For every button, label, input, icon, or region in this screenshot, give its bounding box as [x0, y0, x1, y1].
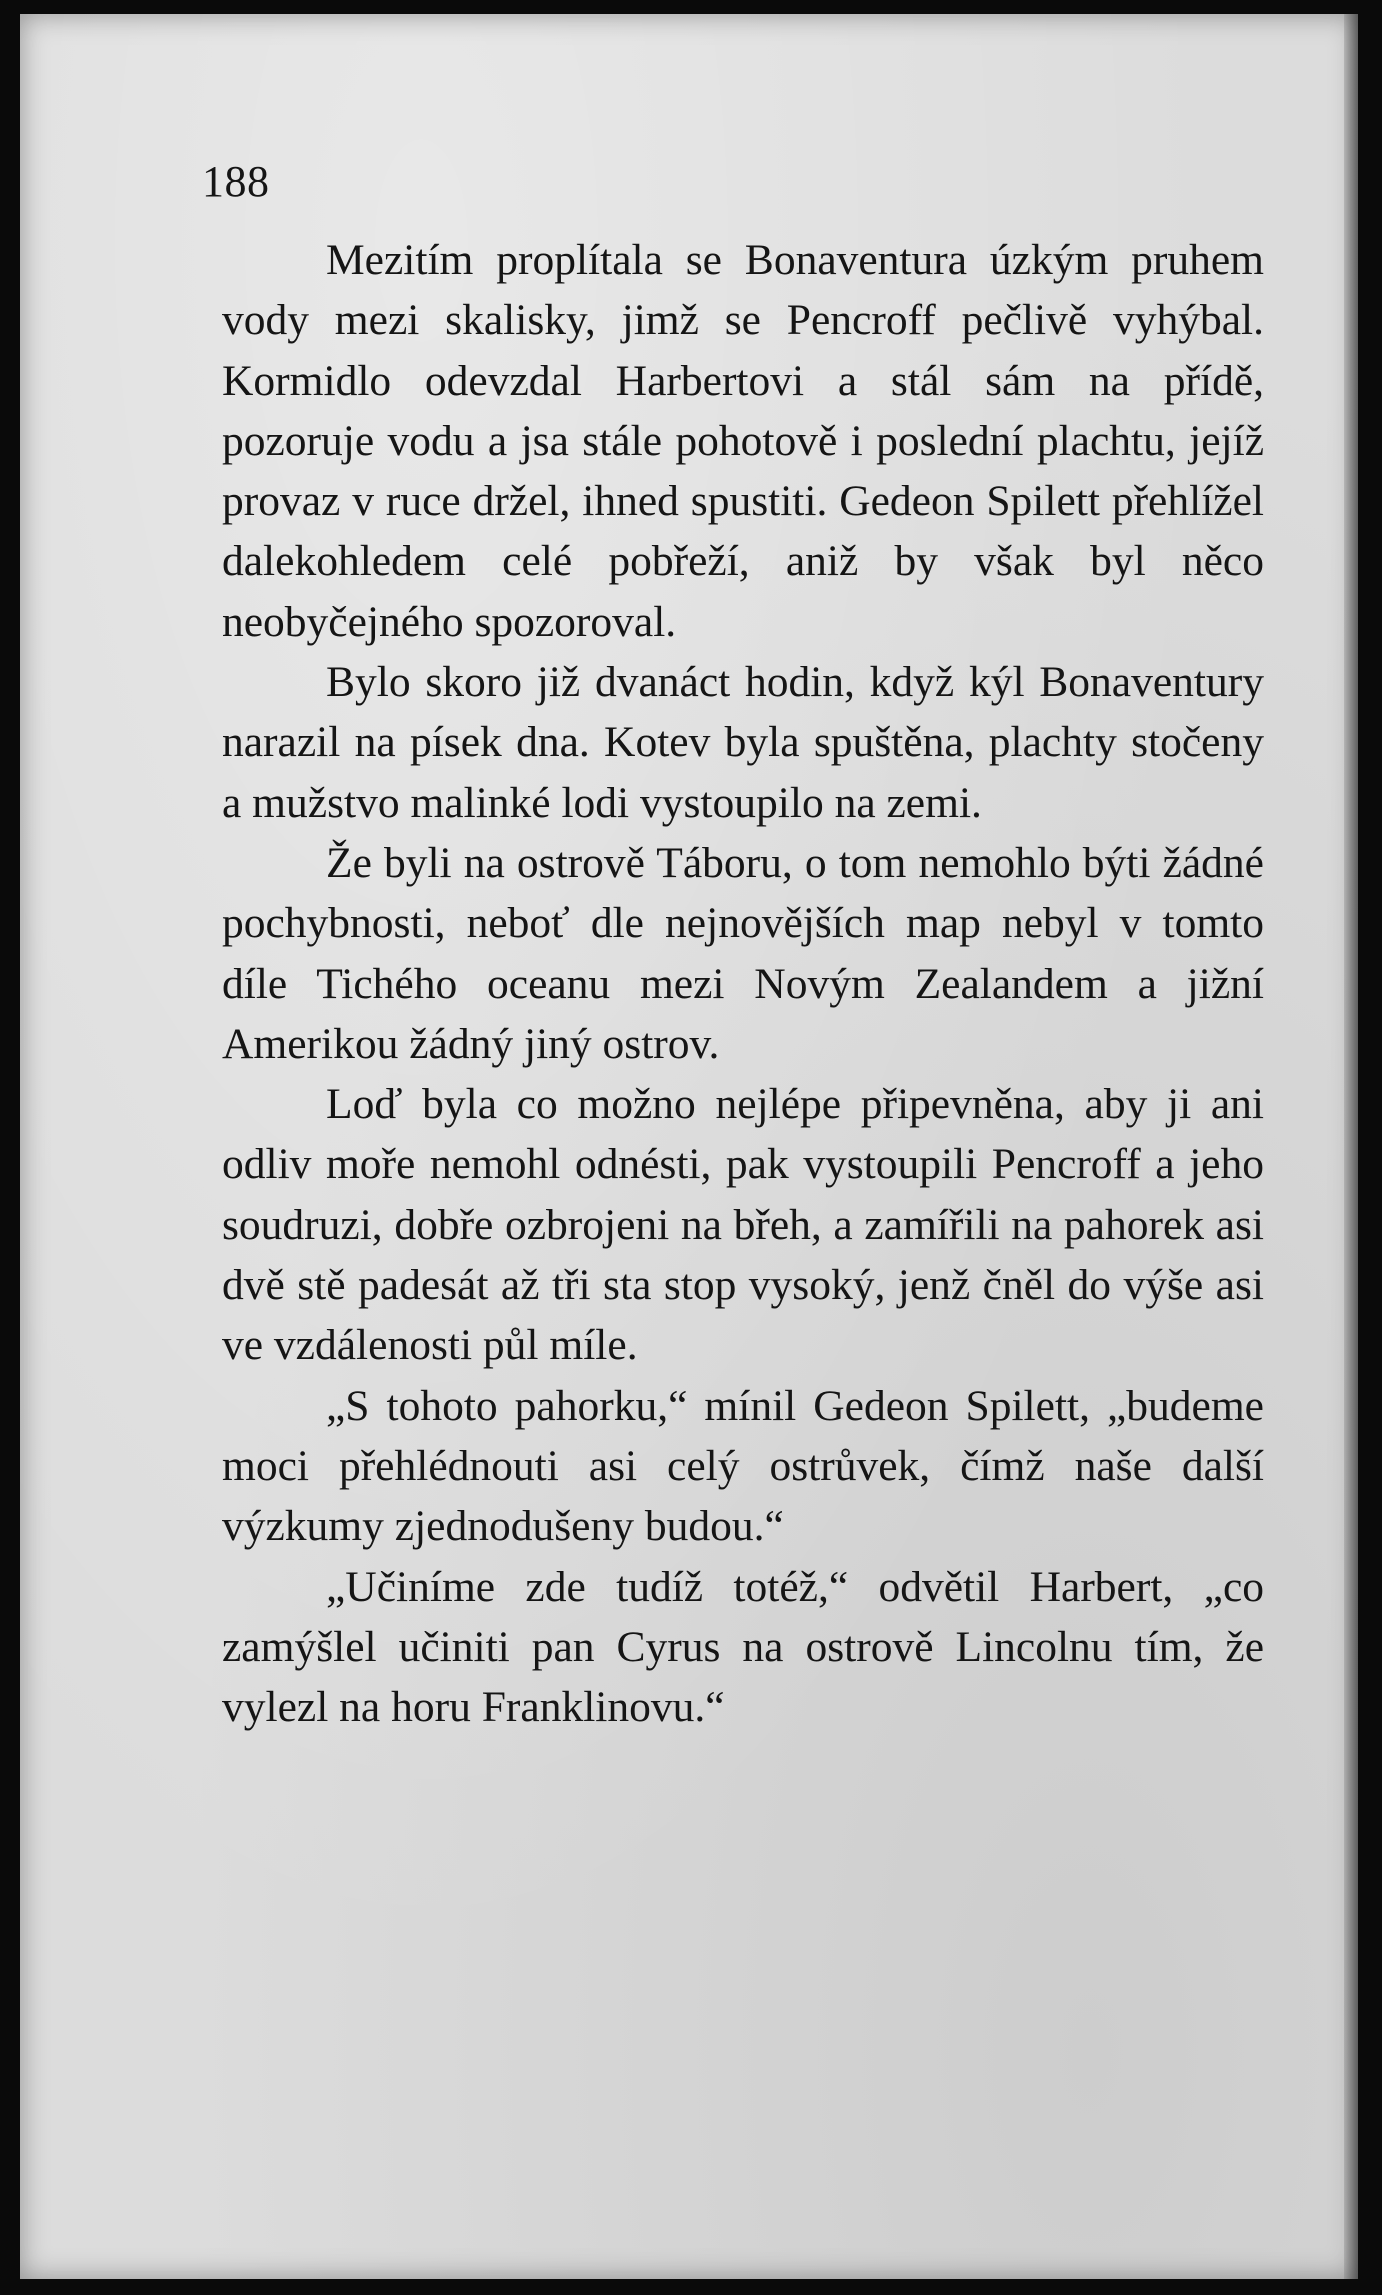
body-text: [222, 230, 1264, 1737]
paragraph-6: „Učiníme zde tudíž totéž,“ odvětil Harbert, „co zamýšlel učiniti pan Cyrus na ostrově Lincolnu tím, že vylezl na horu Franklinovu.“: [222, 1562, 1264, 1732]
paragraph-1: Mezitím proplítala se Bonaventura úzkým pruhem vody mezi skalisky, jimž se Pencroff pečlivě vyhýbal. Kormidlo odevzdal Harbertovi a stál sám na přídě, pozoruje vodu a jsa stále pohotově i poslední plachtu, jejíž provaz v ruce držel, ihned spustiti. Gedeon Spilett přehlížel dalekohledem celé pobřeží, aniž by však byl něco neobyčejného spozoroval.: [222, 236, 1264, 646]
paragraph-4: Loď byla co možno nejlépe připevněna, aby ji ani odliv moře nemohl odnésti, pak vystoupili Pencroff a jeho soudruzi, dobře ozbrojeni na břeh, a zamířili na pahorek asi dvě stě padesát až tři sta stop vysoký, jenž čněl do výše asi ve vzdálenosti půl míle.: [222, 1080, 1264, 1370]
paragraph-5: „S tohoto pahorku,“ mínil Gedeon Spilett, „budeme moci přehlédnouti asi celý ostrůvek, čímž naše další výzkumy zjednodušeny budou.“: [222, 1381, 1264, 1551]
paragraph-3: Že byli na ostrově Táboru, o tom nemohlo býti žádné pochybnosti, neboť dle nejnovějších map nebyl v tomto díle Tichého oceanu mezi Novým Zealandem a jižní Amerikou žádný jiný ostrov.: [222, 838, 1264, 1068]
page-number: 188: [202, 157, 270, 206]
paragraph-2: Bylo skoro již dvanáct hodin, když kýl Bonaventury narazil na písek dna. Kotev byla spuštěna, plachty stočeny a mužstvo malinké lodi vystoupilo na zemi.: [222, 658, 1264, 827]
paper-edge: [1344, 14, 1358, 2279]
